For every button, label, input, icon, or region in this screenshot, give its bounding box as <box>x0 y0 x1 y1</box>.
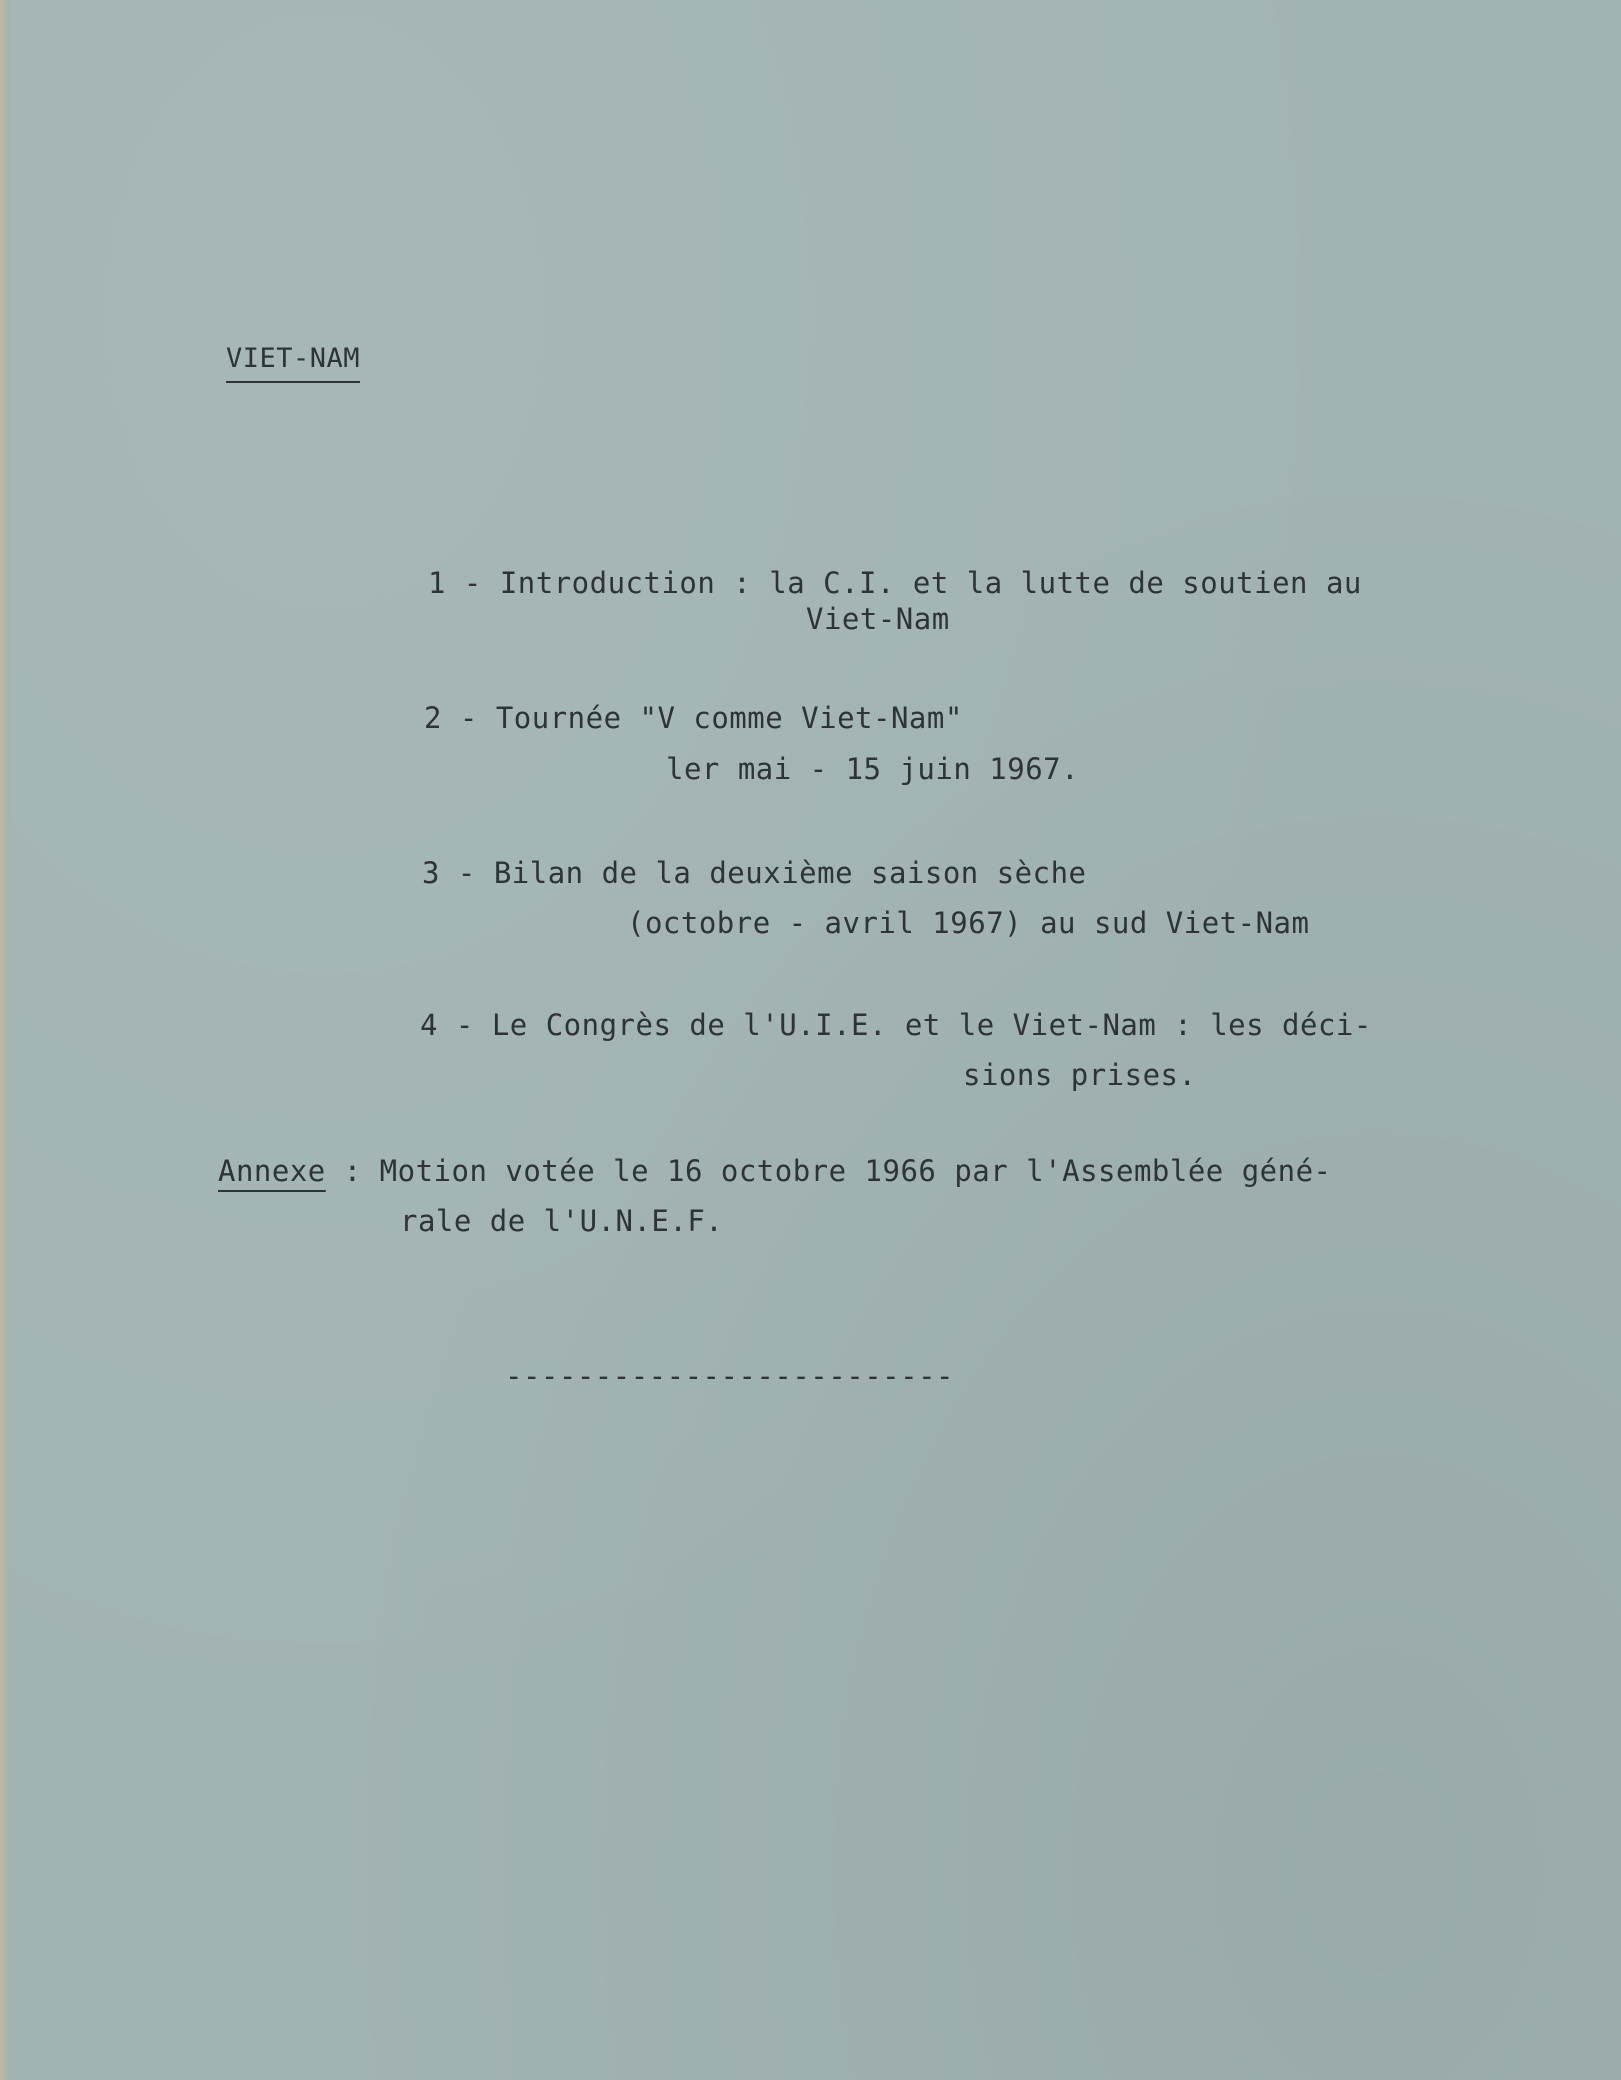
item-2-line-2: ler mai - 15 juin 1967. <box>666 752 1080 786</box>
annexe-line-2: rale de l'U.N.E.F. <box>400 1204 724 1238</box>
annexe-text: : Motion votée le 16 octobre 1966 par l'Assemblée géné- <box>325 1154 1332 1188</box>
annexe-label: Annexe <box>218 1154 326 1188</box>
item-4-line-1: 4 - Le Congrès de l'U.I.E. et le Viet-Nam : les déci- <box>420 1008 1372 1042</box>
page-title: VIET-NAM <box>226 343 361 374</box>
item-2-line-1: 2 - Tournée "V comme Viet-Nam" <box>424 701 963 735</box>
item-1-line-2: Viet-Nam <box>806 602 950 636</box>
paper-edge <box>0 0 10 2080</box>
item-4-line-2: sions prises. <box>963 1058 1197 1092</box>
item-3-line-2: (octobre - avril 1967) au sud Viet-Nam <box>627 906 1310 940</box>
separator-rule: ------------------------- <box>505 1359 954 1393</box>
annexe-line-1 <box>218 1153 1332 1189</box>
item-1-line-1: 1 - Introduction : la C.I. et la lutte de soutien au <box>428 566 1362 600</box>
item-3-line-1: 3 - Bilan de la deuxième saison sèche <box>422 856 1087 890</box>
